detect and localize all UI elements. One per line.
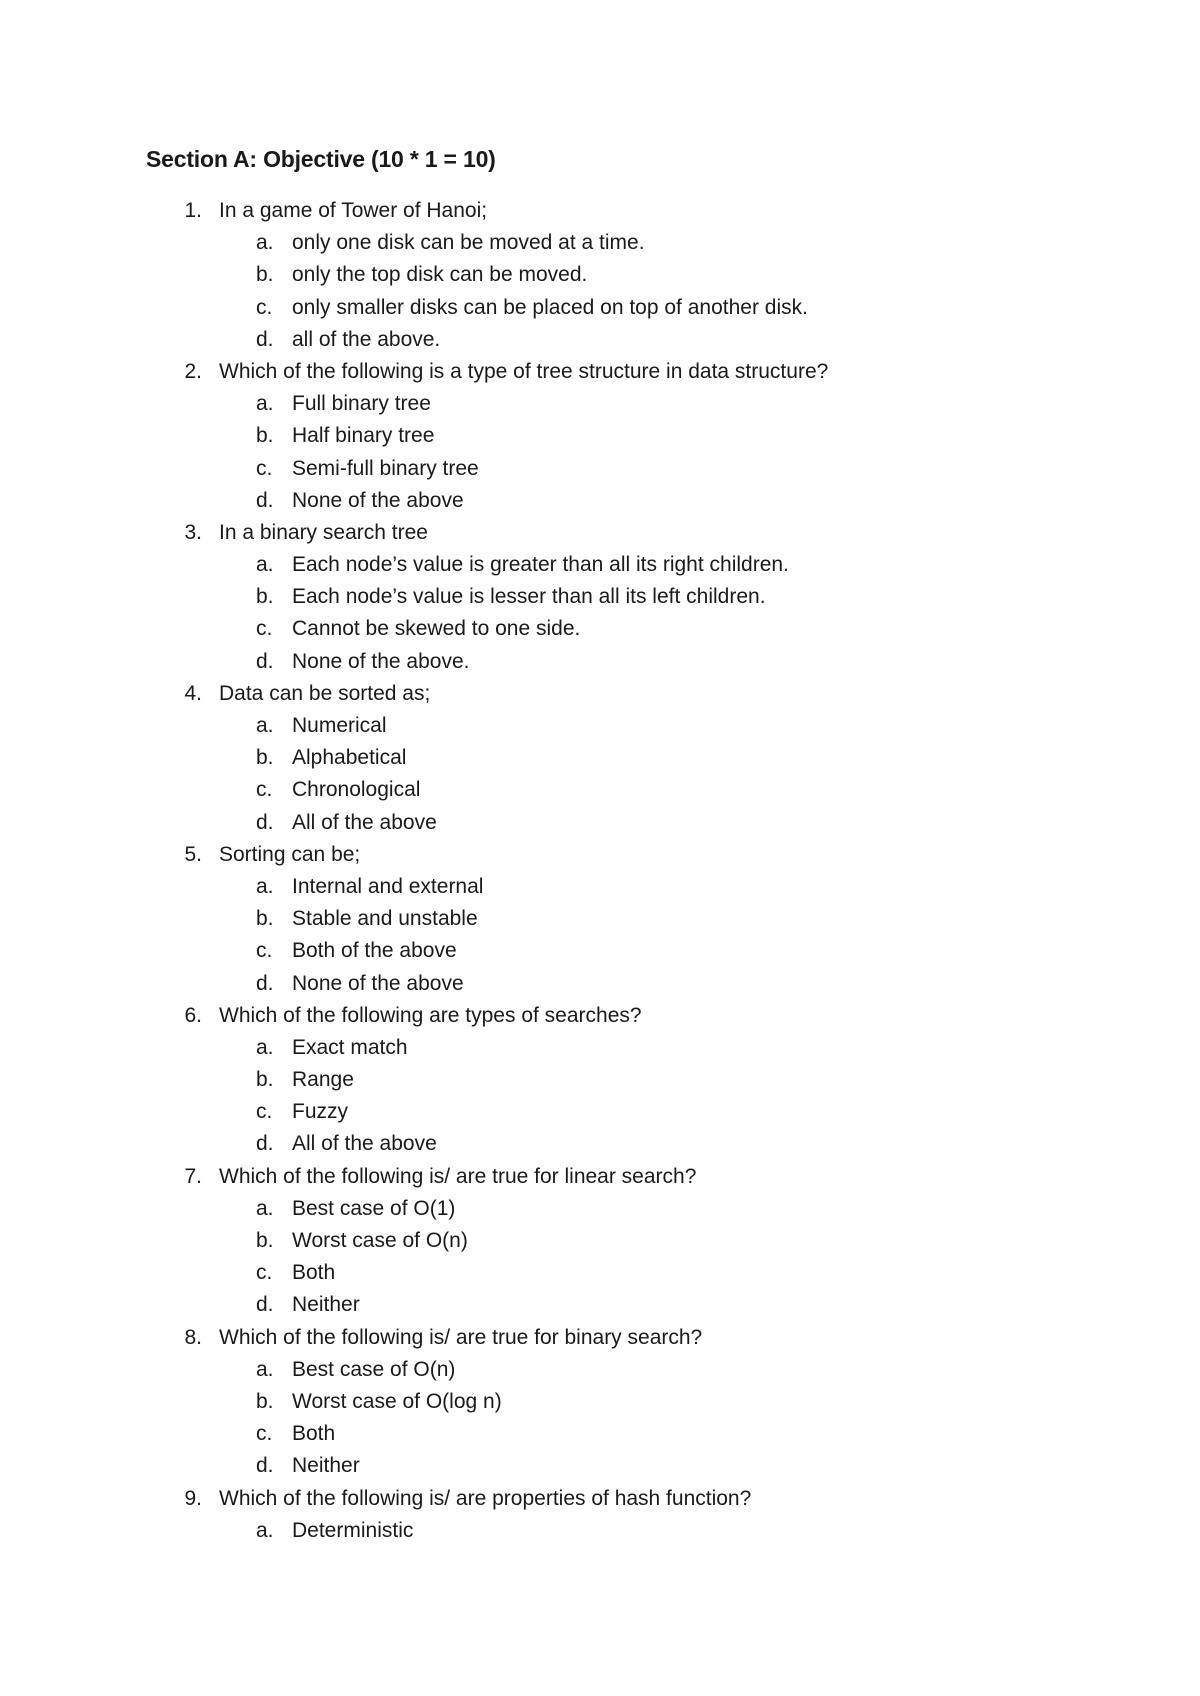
option-letter: c. [256, 295, 273, 319]
question-3-option [0, 646, 1200, 678]
option-text: Alphabetical [292, 746, 407, 770]
question-4-option [0, 742, 1200, 774]
question-5 [0, 839, 1200, 871]
question-2 [0, 356, 1200, 388]
option-text: Deterministic [292, 1518, 414, 1542]
question-8-option [0, 1354, 1200, 1386]
question-3-option [0, 549, 1200, 581]
option-letter: d. [256, 1132, 274, 1156]
option-letter: b. [256, 1068, 274, 1092]
question-number: 9. [184, 1486, 202, 1510]
option-text: Stable and unstable [292, 907, 478, 931]
question-text: Which of the following is a type of tree structure in data structure? [219, 359, 829, 383]
question-text: Sorting can be; [219, 842, 361, 866]
option-letter: c. [256, 456, 273, 480]
option-text: only one disk can be moved at a time. [292, 231, 645, 255]
question-list [0, 195, 1200, 1547]
question-2-option [0, 485, 1200, 517]
option-text: All of the above [292, 1132, 437, 1156]
question-number: 4. [184, 681, 202, 705]
question-number: 7. [184, 1164, 202, 1188]
option-letter: c. [256, 778, 273, 802]
option-text: Numerical [292, 714, 387, 737]
question-6 [0, 1000, 1200, 1032]
option-letter: a. [256, 1035, 274, 1059]
option-letter: d. [256, 1293, 274, 1317]
option-text: Half binary tree [292, 424, 435, 448]
question-text: In a binary search tree [219, 520, 428, 544]
question-number: 8. [184, 1325, 202, 1349]
option-text: Worst case of O(log n) [292, 1389, 502, 1413]
question-7-option [0, 1193, 1200, 1225]
option-text: Both [292, 1422, 336, 1446]
question-7 [0, 1161, 1200, 1193]
question-number: 5. [184, 842, 202, 866]
option-text: Best case of O(n) [292, 1357, 456, 1381]
option-letter: c. [256, 1422, 273, 1446]
option-text: None of the above [292, 971, 464, 995]
option-text: Best case of O(1) [292, 1196, 456, 1220]
question-number: 6. [184, 1003, 202, 1027]
option-letter: b. [256, 263, 274, 287]
question-number: 2. [184, 359, 202, 383]
question-2-option [0, 388, 1200, 420]
option-text: None of the above [292, 488, 464, 512]
question-number: 1. [184, 199, 202, 222]
question-7-option [0, 1257, 1200, 1289]
option-letter: d. [256, 649, 274, 673]
question-text: Which of the following is/ are true for binary search? [219, 1325, 703, 1349]
option-text: Semi-full binary tree [292, 456, 479, 480]
option-text: Neither [292, 1293, 360, 1317]
question-6-option [0, 1096, 1200, 1128]
option-text: all of the above. [292, 327, 441, 351]
question-4-option [0, 710, 1200, 742]
option-letter: a. [256, 714, 274, 737]
question-5-option [0, 903, 1200, 935]
option-text: only the top disk can be moved. [292, 263, 588, 287]
section-title: Section A: Objective (10 * 1 = 10) [146, 146, 496, 172]
question-7-option [0, 1225, 1200, 1257]
question-text: Data can be sorted as; [219, 681, 431, 705]
option-text: Cannot be skewed to one side. [292, 617, 581, 641]
question-6-option [0, 1128, 1200, 1160]
question-5-option [0, 935, 1200, 967]
option-text: Each node’s value is greater than all its right children. [292, 553, 789, 577]
option-letter: b. [256, 424, 274, 448]
question-4 [0, 678, 1200, 710]
question-text: Which of the following is/ are properties of hash function? [219, 1486, 752, 1510]
question-8-option [0, 1386, 1200, 1418]
option-text: Both of the above [292, 939, 457, 963]
option-text: All of the above [292, 810, 437, 834]
option-letter: a. [256, 1518, 274, 1542]
option-text: Exact match [292, 1035, 408, 1059]
option-letter: a. [256, 392, 274, 416]
option-letter: b. [256, 1389, 274, 1413]
option-letter: d. [256, 810, 274, 834]
question-8-option [0, 1418, 1200, 1450]
option-text: Both [292, 1261, 336, 1285]
option-letter: d. [256, 1454, 274, 1478]
question-1 [0, 195, 1200, 227]
option-letter: c. [256, 1100, 273, 1124]
question-4-option [0, 774, 1200, 806]
question-3 [0, 517, 1200, 549]
question-3-option [0, 581, 1200, 613]
question-9 [0, 1483, 1200, 1515]
question-1-option [0, 292, 1200, 324]
option-letter: b. [256, 746, 274, 770]
option-letter: a. [256, 874, 274, 898]
option-letter: d. [256, 488, 274, 512]
option-text: None of the above. [292, 649, 470, 673]
option-letter: c. [256, 939, 273, 963]
option-letter: a. [256, 553, 274, 577]
option-letter: d. [256, 327, 274, 351]
question-8 [0, 1322, 1200, 1354]
option-letter: a. [256, 1357, 274, 1381]
option-letter: c. [256, 1261, 273, 1285]
question-text: Which of the following are types of searches? [219, 1003, 642, 1027]
question-5-option [0, 871, 1200, 903]
option-letter: b. [256, 1229, 274, 1252]
question-9-option [0, 1515, 1200, 1547]
option-text: Each node’s value is lesser than all its left children. [292, 585, 766, 609]
option-text: Full binary tree [292, 392, 431, 416]
question-2-option [0, 420, 1200, 452]
option-letter: b. [256, 907, 274, 931]
question-6-option [0, 1064, 1200, 1096]
option-letter: c. [256, 617, 273, 641]
question-1-option [0, 259, 1200, 291]
option-text: Worst case of O(n) [292, 1229, 468, 1252]
question-text: In a game of Tower of Hanoi; [219, 199, 488, 222]
question-4-option [0, 807, 1200, 839]
question-8-option [0, 1450, 1200, 1482]
option-text: Neither [292, 1454, 360, 1478]
option-text: Chronological [292, 778, 421, 802]
question-3-option [0, 613, 1200, 645]
question-1-option [0, 227, 1200, 259]
question-5-option [0, 968, 1200, 1000]
option-text: Internal and external [292, 874, 484, 898]
option-text: Range [292, 1068, 354, 1092]
question-text: Which of the following is/ are true for linear search? [219, 1164, 697, 1188]
option-letter: b. [256, 585, 274, 609]
question-7-option [0, 1289, 1200, 1321]
question-1-option [0, 324, 1200, 356]
question-2-option [0, 453, 1200, 485]
option-letter: a. [256, 231, 274, 255]
question-6-option [0, 1032, 1200, 1064]
option-text: only smaller disks can be placed on top of another disk. [292, 295, 808, 319]
option-text: Fuzzy [292, 1100, 349, 1124]
question-number: 3. [184, 520, 202, 544]
option-letter: a. [256, 1196, 274, 1220]
option-letter: d. [256, 971, 274, 995]
